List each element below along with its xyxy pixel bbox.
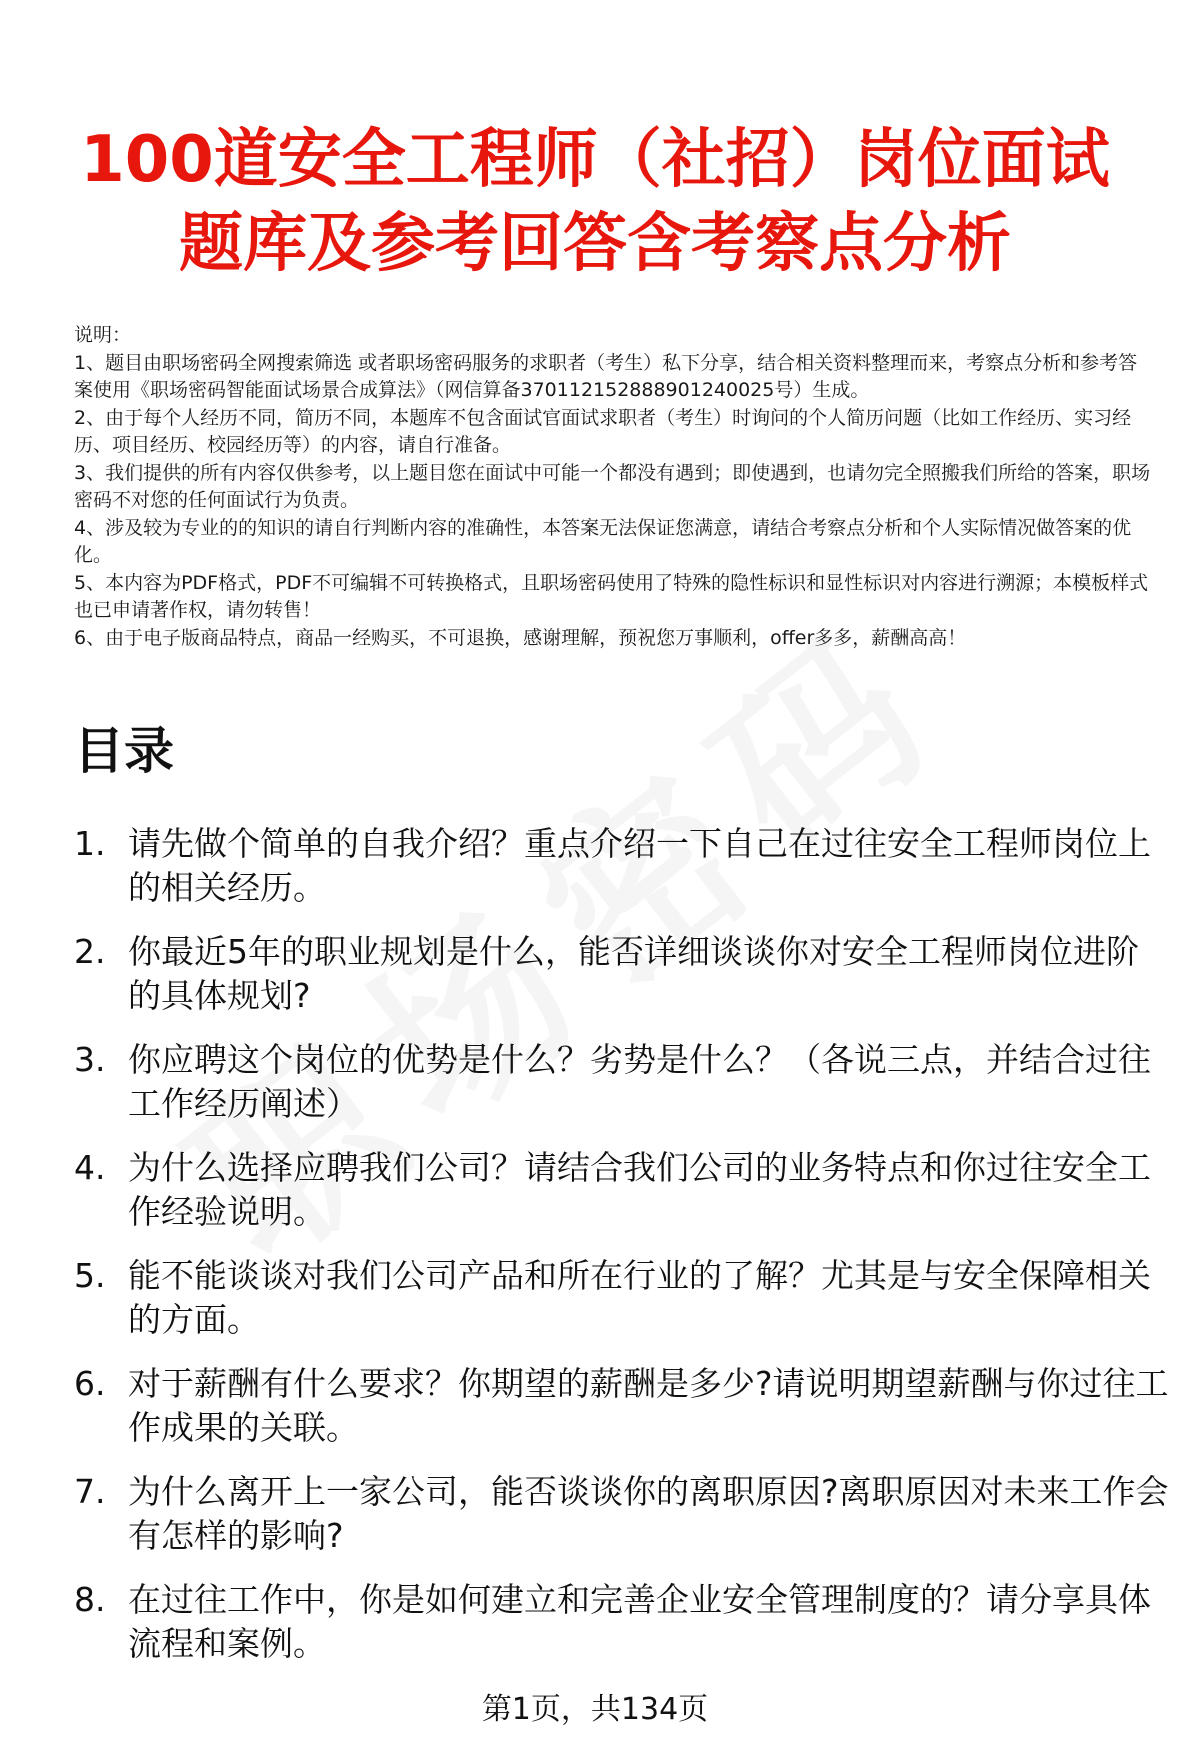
title-line-1: 100道安全工程师（社招）岗位面试 xyxy=(80,123,1110,197)
toc-item-number: 5. xyxy=(74,1256,106,1295)
notes-heading: 说明： xyxy=(74,324,132,346)
toc-item-number: 2. xyxy=(74,932,106,971)
toc-item[interactable] xyxy=(74,1038,1170,1146)
toc-item-text: 对于薪酬有什么要求？你期望的薪酬是多少?请说明期望薪酬与你过往工作成果的关联。 xyxy=(128,1364,1169,1447)
toc-item[interactable] xyxy=(74,1470,1170,1578)
toc-item[interactable] xyxy=(74,1578,1170,1686)
toc-item-number: 8. xyxy=(74,1580,106,1619)
toc-item-text: 你最近5年的职业规划是什么，能否详细谈谈你对安全工程师岗位进阶的具体规划? xyxy=(128,932,1139,1015)
notes-item: 2、由于每个人经历不同，简历不同，本题库不包含面试官面试求职者（考生）时询问的个人简历问题（比如工作经历、实习经历、项目经历、校园经历等）的内容，请自行准备。 xyxy=(74,406,1132,456)
toc-item-text: 为什么选择应聘我们公司？请结合我们公司的业务特点和你过往安全工作经验说明。 xyxy=(128,1148,1151,1231)
toc-item-number: 7. xyxy=(74,1472,106,1511)
toc-item-number: 4. xyxy=(74,1148,106,1187)
page-number-footer: 第1页，共134页 xyxy=(481,1692,709,1727)
toc-item-text: 为什么离开上一家公司，能否谈谈你的离职原因?离职原因对未来工作会有怎样的影响? xyxy=(128,1472,1169,1555)
notes-item: 6、由于电子版商品特点，商品一经购买，不可退换，感谢理解，预祝您万事顺利，offer多多，薪酬高高！ xyxy=(74,626,967,649)
notes-item: 1、题目由职场密码全网搜索筛选 或者职场密码服务的求职者（考生）私下分享，结合相关资料整理而来，考察点分析和参考答案使用《职场密码智能面试场景合成算法》（网信算备370112152888901240025号）生成。 xyxy=(74,351,1138,401)
notes-section xyxy=(74,322,1154,652)
document-title xyxy=(40,118,1150,286)
toc-heading: 目录 xyxy=(74,722,174,780)
toc-item[interactable] xyxy=(74,1146,1170,1254)
toc-item[interactable] xyxy=(74,1362,1170,1470)
toc-item[interactable] xyxy=(74,822,1170,930)
notes-item: 3、我们提供的所有内容仅供参考，以上题目您在面试中可能一个都没有遇到；即使遇到，也请勿完全照搬我们所给的答案，职场密码不对您的任何面试行为负责。 xyxy=(74,461,1151,511)
toc-item-number: 1. xyxy=(74,824,106,863)
toc-item-text: 在过往工作中，你是如何建立和完善企业安全管理制度的？请分享具体流程和案例。 xyxy=(128,1580,1151,1663)
toc-item[interactable] xyxy=(74,1254,1170,1362)
toc-item-number: 3. xyxy=(74,1040,106,1079)
notes-item: 5、本内容为PDF格式，PDF不可编辑不可转换格式，且职场密码使用了特殊的隐性标识和显性标识对内容进行溯源；本模板样式也已申请著作权，请勿转售！ xyxy=(74,571,1149,621)
toc-item[interactable] xyxy=(74,930,1170,1038)
toc-item-text: 能不能谈谈对我们公司产品和所在行业的了解？尤其是与安全保障相关的方面。 xyxy=(128,1256,1151,1339)
toc-item-number: 6. xyxy=(74,1364,106,1403)
title-line-2: 题库及参考回答含考察点分析 xyxy=(179,207,1011,281)
notes-item: 4、涉及较为专业的的知识的请自行判断内容的准确性，本答案无法保证您满意，请结合考察点分析和个人实际情况做答案的优化。 xyxy=(74,516,1132,566)
toc-item-text: 你应聘这个岗位的优势是什么？劣势是什么？（各说三点，并结合过往工作经历阐述） xyxy=(128,1040,1151,1123)
toc-item-text: 请先做个简单的自我介绍？重点介绍一下自己在过往安全工程师岗位上的相关经历。 xyxy=(128,824,1151,907)
toc-list xyxy=(74,822,1170,1686)
